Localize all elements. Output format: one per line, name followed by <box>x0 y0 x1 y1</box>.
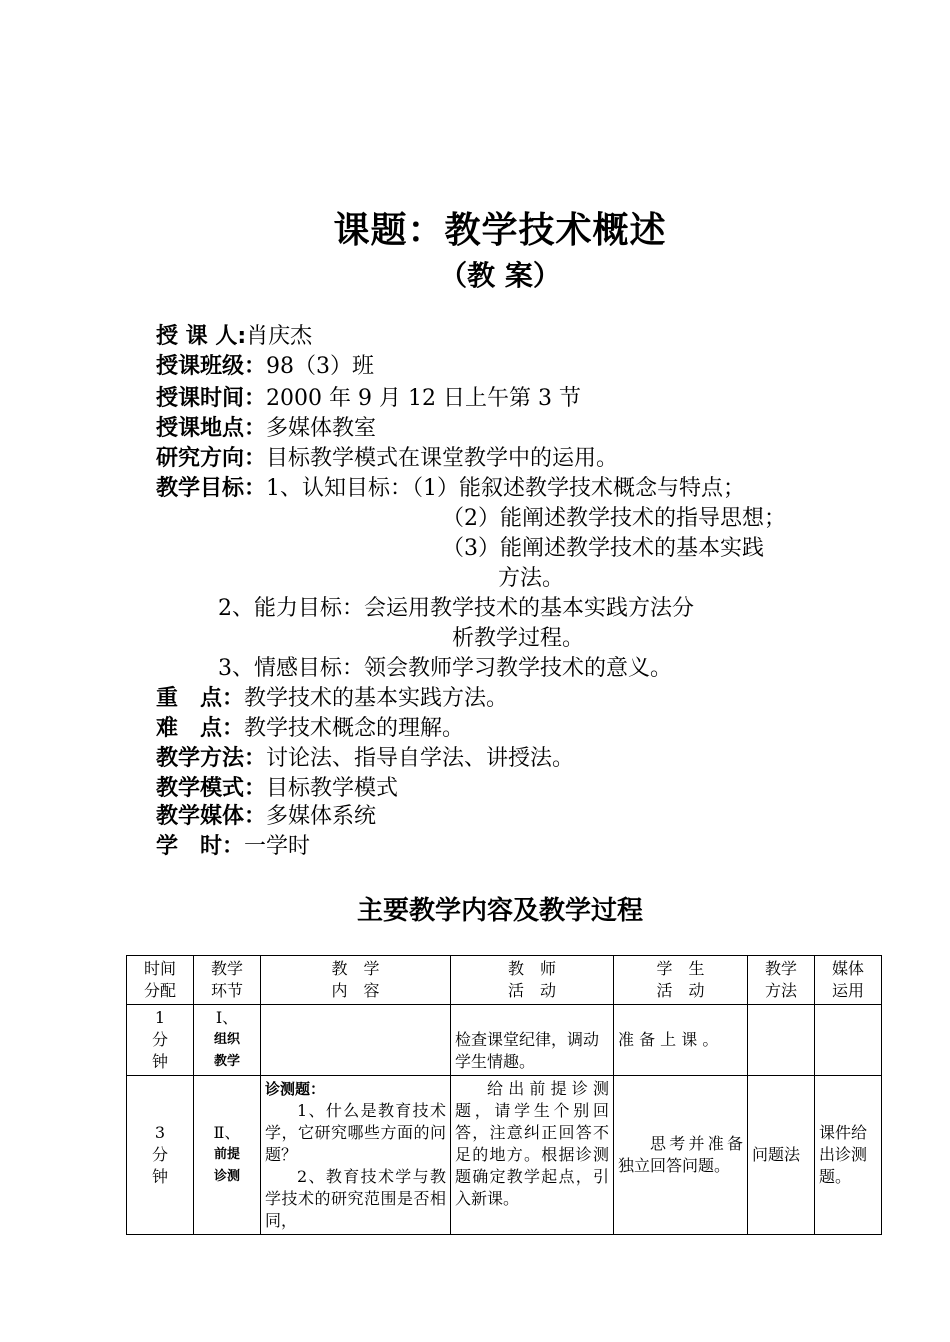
media-value: 多媒体系统 <box>266 804 377 829</box>
row2-stage-name: 前提 诊测 <box>213 1147 240 1184</box>
header-stage-2: 环节 <box>210 981 243 1000</box>
goal-label: 教学目标： <box>156 476 267 501</box>
hours-label: 学 时： <box>156 834 245 859</box>
header-method <box>748 956 815 1005</box>
header-teacher <box>451 956 614 1005</box>
row1-stage-num: Ⅰ、 <box>215 1008 239 1027</box>
difficulty-value: 教学技术概念的理解。 <box>244 716 465 741</box>
time-label: 授课时间： <box>156 386 267 411</box>
header-time-2: 分配 <box>143 981 176 1000</box>
header-time <box>127 956 194 1005</box>
goal-1-3: （3）能阐述教学技术的基本实践 <box>442 536 764 561</box>
row2-method: 问题法 <box>748 1076 815 1235</box>
row2-media: 课件给出诊测题。 <box>815 1076 882 1235</box>
info-key <box>156 684 508 714</box>
research-label: 研究方向： <box>156 446 267 471</box>
teacher-label: 授 课 人: <box>156 324 247 349</box>
table-header-row <box>127 956 882 1005</box>
row1-teacher: 检查课堂纪律，调动学生情趣。 <box>451 1005 614 1076</box>
class-label: 授课班级： <box>156 354 267 379</box>
row2-stage <box>194 1076 261 1235</box>
header-content <box>261 956 451 1005</box>
class-value: 98（3）班 <box>266 354 375 379</box>
info-goal <box>156 474 745 504</box>
header-media <box>815 956 882 1005</box>
header-teacher-1: 教 师 <box>507 959 556 978</box>
info-place <box>156 414 376 444</box>
header-teacher-2: 活 动 <box>507 981 556 1000</box>
header-stage <box>194 956 261 1005</box>
method-value: 讨论法、指导自学法、讲授法。 <box>266 746 575 771</box>
row1-media <box>815 1005 882 1076</box>
header-method-1: 教学 <box>764 959 797 978</box>
info-class <box>156 352 374 382</box>
row2-content <box>261 1076 451 1235</box>
header-stage-1: 教学 <box>210 959 243 978</box>
info-time <box>156 384 581 414</box>
header-media-1: 媒体 <box>831 959 864 978</box>
row1-method <box>748 1005 815 1076</box>
table-row <box>127 1005 882 1076</box>
info-difficulty <box>156 714 464 744</box>
hours-value: 一学时 <box>244 834 311 859</box>
place-label: 授课地点： <box>156 416 267 441</box>
teacher-value: 肖庆杰 <box>246 324 313 349</box>
info-research <box>156 444 618 474</box>
research-value: 目标教学模式在课堂教学中的运用。 <box>266 446 619 471</box>
header-media-2: 运用 <box>831 981 864 1000</box>
goal-3: 3、情感目标：领会教师学习教学技术的意义。 <box>218 656 672 681</box>
row2-time: 3 分 钟 <box>127 1076 194 1235</box>
row1-time: 1 分 钟 <box>127 1005 194 1076</box>
goal-1-3b: 方法。 <box>498 566 565 591</box>
place-value: 多媒体教室 <box>266 416 377 441</box>
header-student <box>614 956 748 1005</box>
row1-stage-name: 组织 教学 <box>213 1032 240 1069</box>
section-title: 主要教学内容及教学过程 <box>356 896 643 926</box>
goal-1-2: （2）能阐述教学技术的指导思想； <box>442 506 786 531</box>
info-method <box>156 744 574 774</box>
header-time-1: 时间 <box>143 959 176 978</box>
header-content-1: 教 学 <box>331 959 380 978</box>
time-value: 2000 年 9 月 12 日上午第 3 节 <box>266 386 581 411</box>
key-label: 重 点： <box>156 686 245 711</box>
row2-content-q2: 2、教育技术学与教学技术的研究范围是否相同， <box>265 1167 446 1230</box>
key-value: 教学技术的基本实践方法。 <box>244 686 509 711</box>
row2-teacher: 给出前提诊测题，请学生个别回答，注意纠正回答不足的地方。根据诊测题确定教学起点，引入新课。 <box>451 1076 614 1235</box>
goal-1: 1、认知目标：（1）能叙述教学技术概念与特点； <box>266 476 746 501</box>
method-label: 教学方法： <box>156 746 267 771</box>
mode-label: 教学模式： <box>156 776 267 801</box>
info-hours <box>156 832 310 862</box>
row1-stage <box>194 1005 261 1076</box>
teaching-process-table <box>126 955 882 1235</box>
page-subtitle: （教 案） <box>439 259 561 292</box>
info-mode <box>156 774 398 804</box>
difficulty-label: 难 点： <box>156 716 245 741</box>
table-row <box>127 1076 882 1235</box>
mode-value: 目标教学模式 <box>266 776 399 801</box>
row2-student: 思考并准备独立回答问题。 <box>614 1076 748 1235</box>
info-media <box>156 802 376 832</box>
row1-content <box>261 1005 451 1076</box>
page-title: 课题：教学技术概述 <box>333 210 667 251</box>
header-student-2: 活 动 <box>656 981 705 1000</box>
header-student-1: 学 生 <box>656 959 705 978</box>
row1-student: 准 备 上 课 。 <box>614 1005 748 1076</box>
row2-stage-num: Ⅱ、 <box>213 1123 241 1142</box>
row2-content-title: 诊测题： <box>265 1080 326 1098</box>
goal-2: 2、能力目标：会运用教学技术的基本实践方法分 <box>218 596 694 621</box>
media-label: 教学媒体： <box>156 804 267 829</box>
info-teacher <box>156 322 312 352</box>
header-method-2: 方法 <box>764 981 797 1000</box>
goal-2b: 析教学过程。 <box>452 626 585 651</box>
header-content-2: 内 容 <box>331 981 380 1000</box>
row2-content-q1: 1、什么是教育技术学，它研究哪些方面的问题？ <box>265 1101 446 1164</box>
